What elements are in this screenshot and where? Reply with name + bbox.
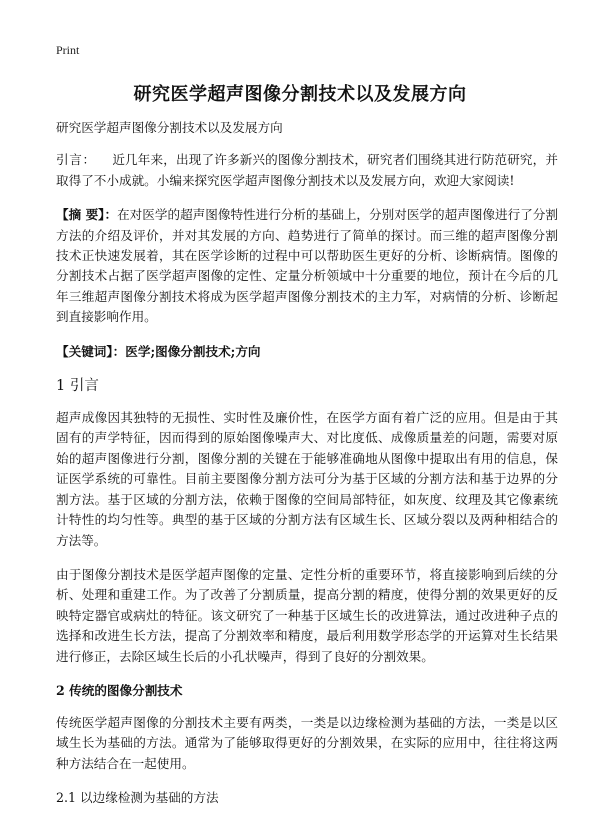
intro-paragraph	[56, 150, 558, 191]
keywords-label: 【关键词】：	[56, 343, 126, 359]
section-1-paragraph-2: 由于图像分割技术是医学超声图像的定量、定性分析的重要环节，将直接影响到后续的分析、处理和重建工作。为了改善了分割质量，提高分割的精度，使得分割的效果更好的反映特定器官或病灶的特征。该文研究了一种基于区域生长的改进算法，通过改进种子点的选择和改进生长方法，提高了分割效率和精度，最后利用数学形态学的开运算对生长结果进行修正，去除区域生长后的小孔状噪声，得到了良好的分割效果。	[56, 566, 558, 664]
section-1-paragraph-1: 超声成像因其独特的无损性、实时性及廉价性，在医学方面有着广泛的应用。但是由于其固有的声学特征，因而得到的原始图像噪声大、对比度低、成像质量差的问题，需要对原始的超声图像进行分割，图像分割的关键在于能够准确地从图像中提取出有用的信息，保证医学系统的可靠性。目前主要图像分割方法可分为基于区域的分割方法和基于边界的分割方法。基于区域的分割方法，依赖于图像的空间局部特征，如灰度、纹理及其它像素统计特性的均匀性等。典型的基于区域的分割方法有区域生长、区域分裂以及两种相结合的方法等。	[56, 410, 558, 548]
keywords-text: 医学;图像分割技术;方向	[125, 343, 261, 359]
subsection-2-1-heading: 2.1 以边缘检测为基础的方法	[56, 790, 219, 806]
keywords-paragraph	[56, 342, 558, 362]
section-2-heading: 2 传统的图像分割技术	[56, 682, 183, 698]
document-body	[56, 118, 558, 808]
section-1-heading: 1 引言	[56, 378, 99, 395]
print-label[interactable]: Print	[56, 43, 80, 57]
abstract-text: 在对医学的超声图像特性进行分析的基础上，分别对医学的超声图像进行了分割方法的介绍及评价，并对其发展的方向、趋势进行了简单的探讨。而三维的超声图像分割技术正快速发展着，其在医学诊断的过程中可以帮助医生更好的分析、诊断病情。图像的分割技术占据了医学超声图像的定性、定量分析领域中十分重要的地位，预计在今后的几年三维超声图像分割技术将成为医学超声图像分割技术的主力军，对病情的分析、诊断起到直接影响作用。	[56, 207, 558, 325]
section-2-paragraph-1: 传统医学超声图像的分割技术主要有两类，一类是以边缘检测为基础的方法，一类是以区域生长为基础的方法。通常为了能够取得更好的分割效果，在实际的应用中，往往将这两种方法结合在一起使用。	[56, 714, 558, 771]
abstract-paragraph	[56, 205, 558, 327]
intro-text: 近几年来，出现了许多新兴的图像分割技术，研究者们围绕其进行防范研究，并取得了不小成就。小编来探究医学超声图像分割技术以及发展方向，欢迎大家阅读!	[56, 152, 559, 188]
page-title: 研究医学超声图像分割技术以及发展方向	[133, 84, 467, 105]
abstract-label: 【摘 要】：	[56, 207, 118, 223]
intro-label: 引言：	[56, 152, 96, 168]
subtitle: 研究医学超声图像分割技术以及发展方向	[56, 120, 283, 135]
